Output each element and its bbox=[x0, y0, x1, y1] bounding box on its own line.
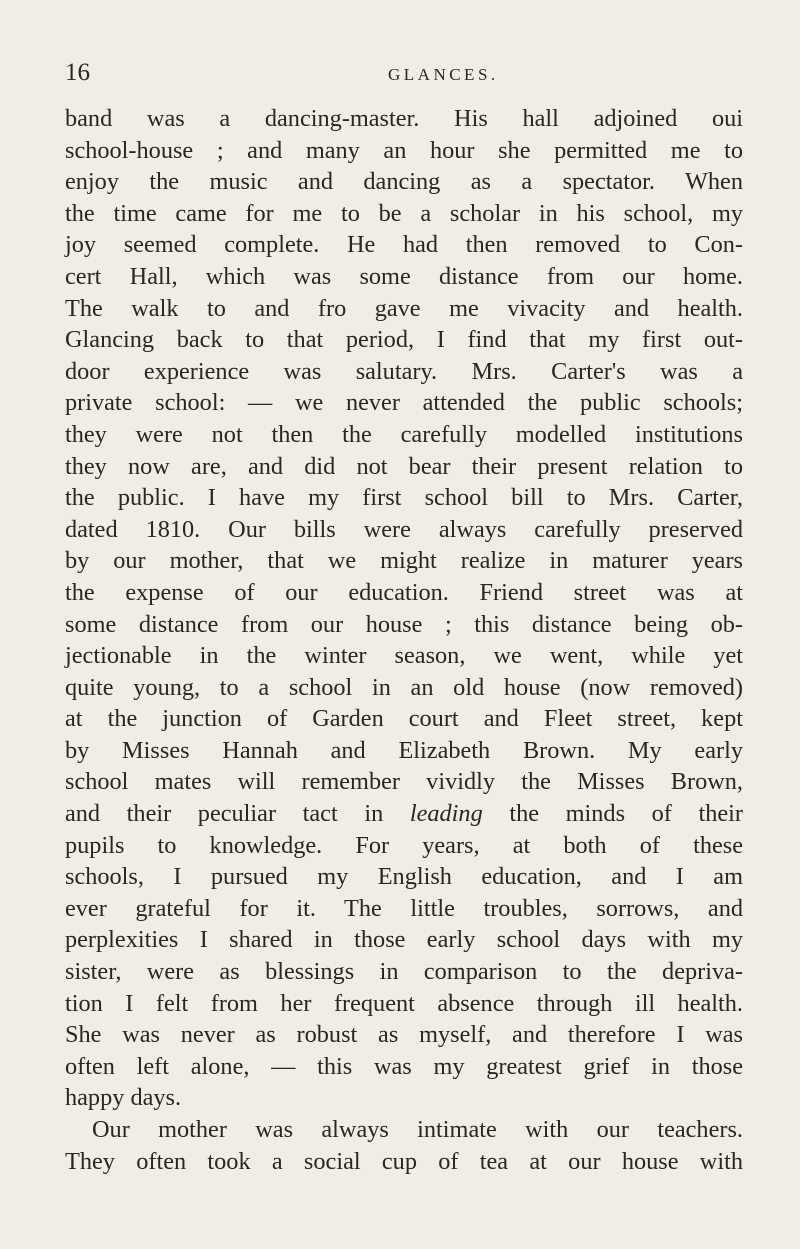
text-line: happy days. bbox=[65, 1084, 182, 1112]
body-text bbox=[65, 103, 743, 1177]
text-segment: the minds of their bbox=[509, 800, 743, 828]
text-line: the public. I have my first school bill to Mrs. Carter, bbox=[65, 484, 743, 512]
text-segment: and their peculiar tact in bbox=[65, 800, 384, 828]
text-line: school-house ; and many an hour she permitted me to bbox=[65, 136, 743, 164]
text-line: Our mother was always intimate with our teachers. bbox=[92, 1116, 743, 1143]
text-line: perplexities I shared in those early school days with my bbox=[65, 926, 743, 954]
text-line: jectionable in the winter season, we went, while yet bbox=[65, 642, 743, 670]
text-line: the expense of our education. Friend street was at bbox=[65, 578, 743, 606]
text-line: door experience was salutary. Mrs. Carter's was a bbox=[65, 357, 743, 385]
text-line: the time came for me to be a scholar in his school, my bbox=[65, 199, 743, 227]
text-line: private school: — we never attended the public schools; bbox=[65, 389, 743, 417]
text-line: often left alone, — this was my greatest grief in those bbox=[65, 1052, 743, 1080]
text-line: joy seemed complete. He had then removed to Con- bbox=[65, 231, 743, 259]
text-line: school mates will remember vividly the Misses Brown, bbox=[65, 768, 743, 796]
text-line: at the junction of Garden court and Fleet street, kept bbox=[65, 705, 743, 733]
text-line: cert Hall, which was some distance from our home. bbox=[65, 262, 743, 290]
text-line: The walk to and fro gave me vivacity and health. bbox=[65, 294, 743, 322]
text-line: She was never as robust as myself, and therefore I was bbox=[65, 1021, 743, 1049]
text-line: they now are, and did not bear their present relation to bbox=[65, 452, 743, 480]
page-number: 16 bbox=[65, 59, 90, 86]
text-line: enjoy the music and dancing as a spectator. When bbox=[65, 168, 743, 196]
page-header bbox=[65, 58, 745, 88]
italic-word: leading bbox=[409, 800, 483, 828]
text-line: Glancing back to that period, I find that my first out- bbox=[65, 326, 743, 354]
text-line: tion I felt from her frequent absence through ill health. bbox=[65, 989, 743, 1017]
running-head: GLANCES. bbox=[388, 65, 499, 84]
text-line: pupils to knowledge. For years, at both of these bbox=[65, 831, 743, 859]
text-line: by Misses Hannah and Elizabeth Brown. My early bbox=[65, 736, 743, 764]
text-line: some distance from our house ; this distance being ob- bbox=[65, 610, 743, 638]
text-line bbox=[65, 798, 743, 830]
text-line: dated 1810. Our bills were always carefully preserved bbox=[65, 515, 743, 543]
text-line: by our mother, that we might realize in maturer years bbox=[65, 547, 743, 575]
text-line: quite young, to a school in an old house (now removed) bbox=[65, 673, 743, 701]
text-line: schools, I pursued my English education, and I am bbox=[65, 863, 743, 891]
text-line: ever grateful for it. The little troubles, sorrows, and bbox=[65, 894, 743, 922]
text-line: they were not then the carefully modelled institutions bbox=[65, 420, 743, 448]
text-line: sister, were as blessings in comparison to the depriva- bbox=[65, 958, 743, 986]
text-line: They often took a social cup of tea at our house with bbox=[65, 1147, 743, 1175]
text-line: band was a dancing-master. His hall adjoined oui bbox=[65, 105, 743, 132]
